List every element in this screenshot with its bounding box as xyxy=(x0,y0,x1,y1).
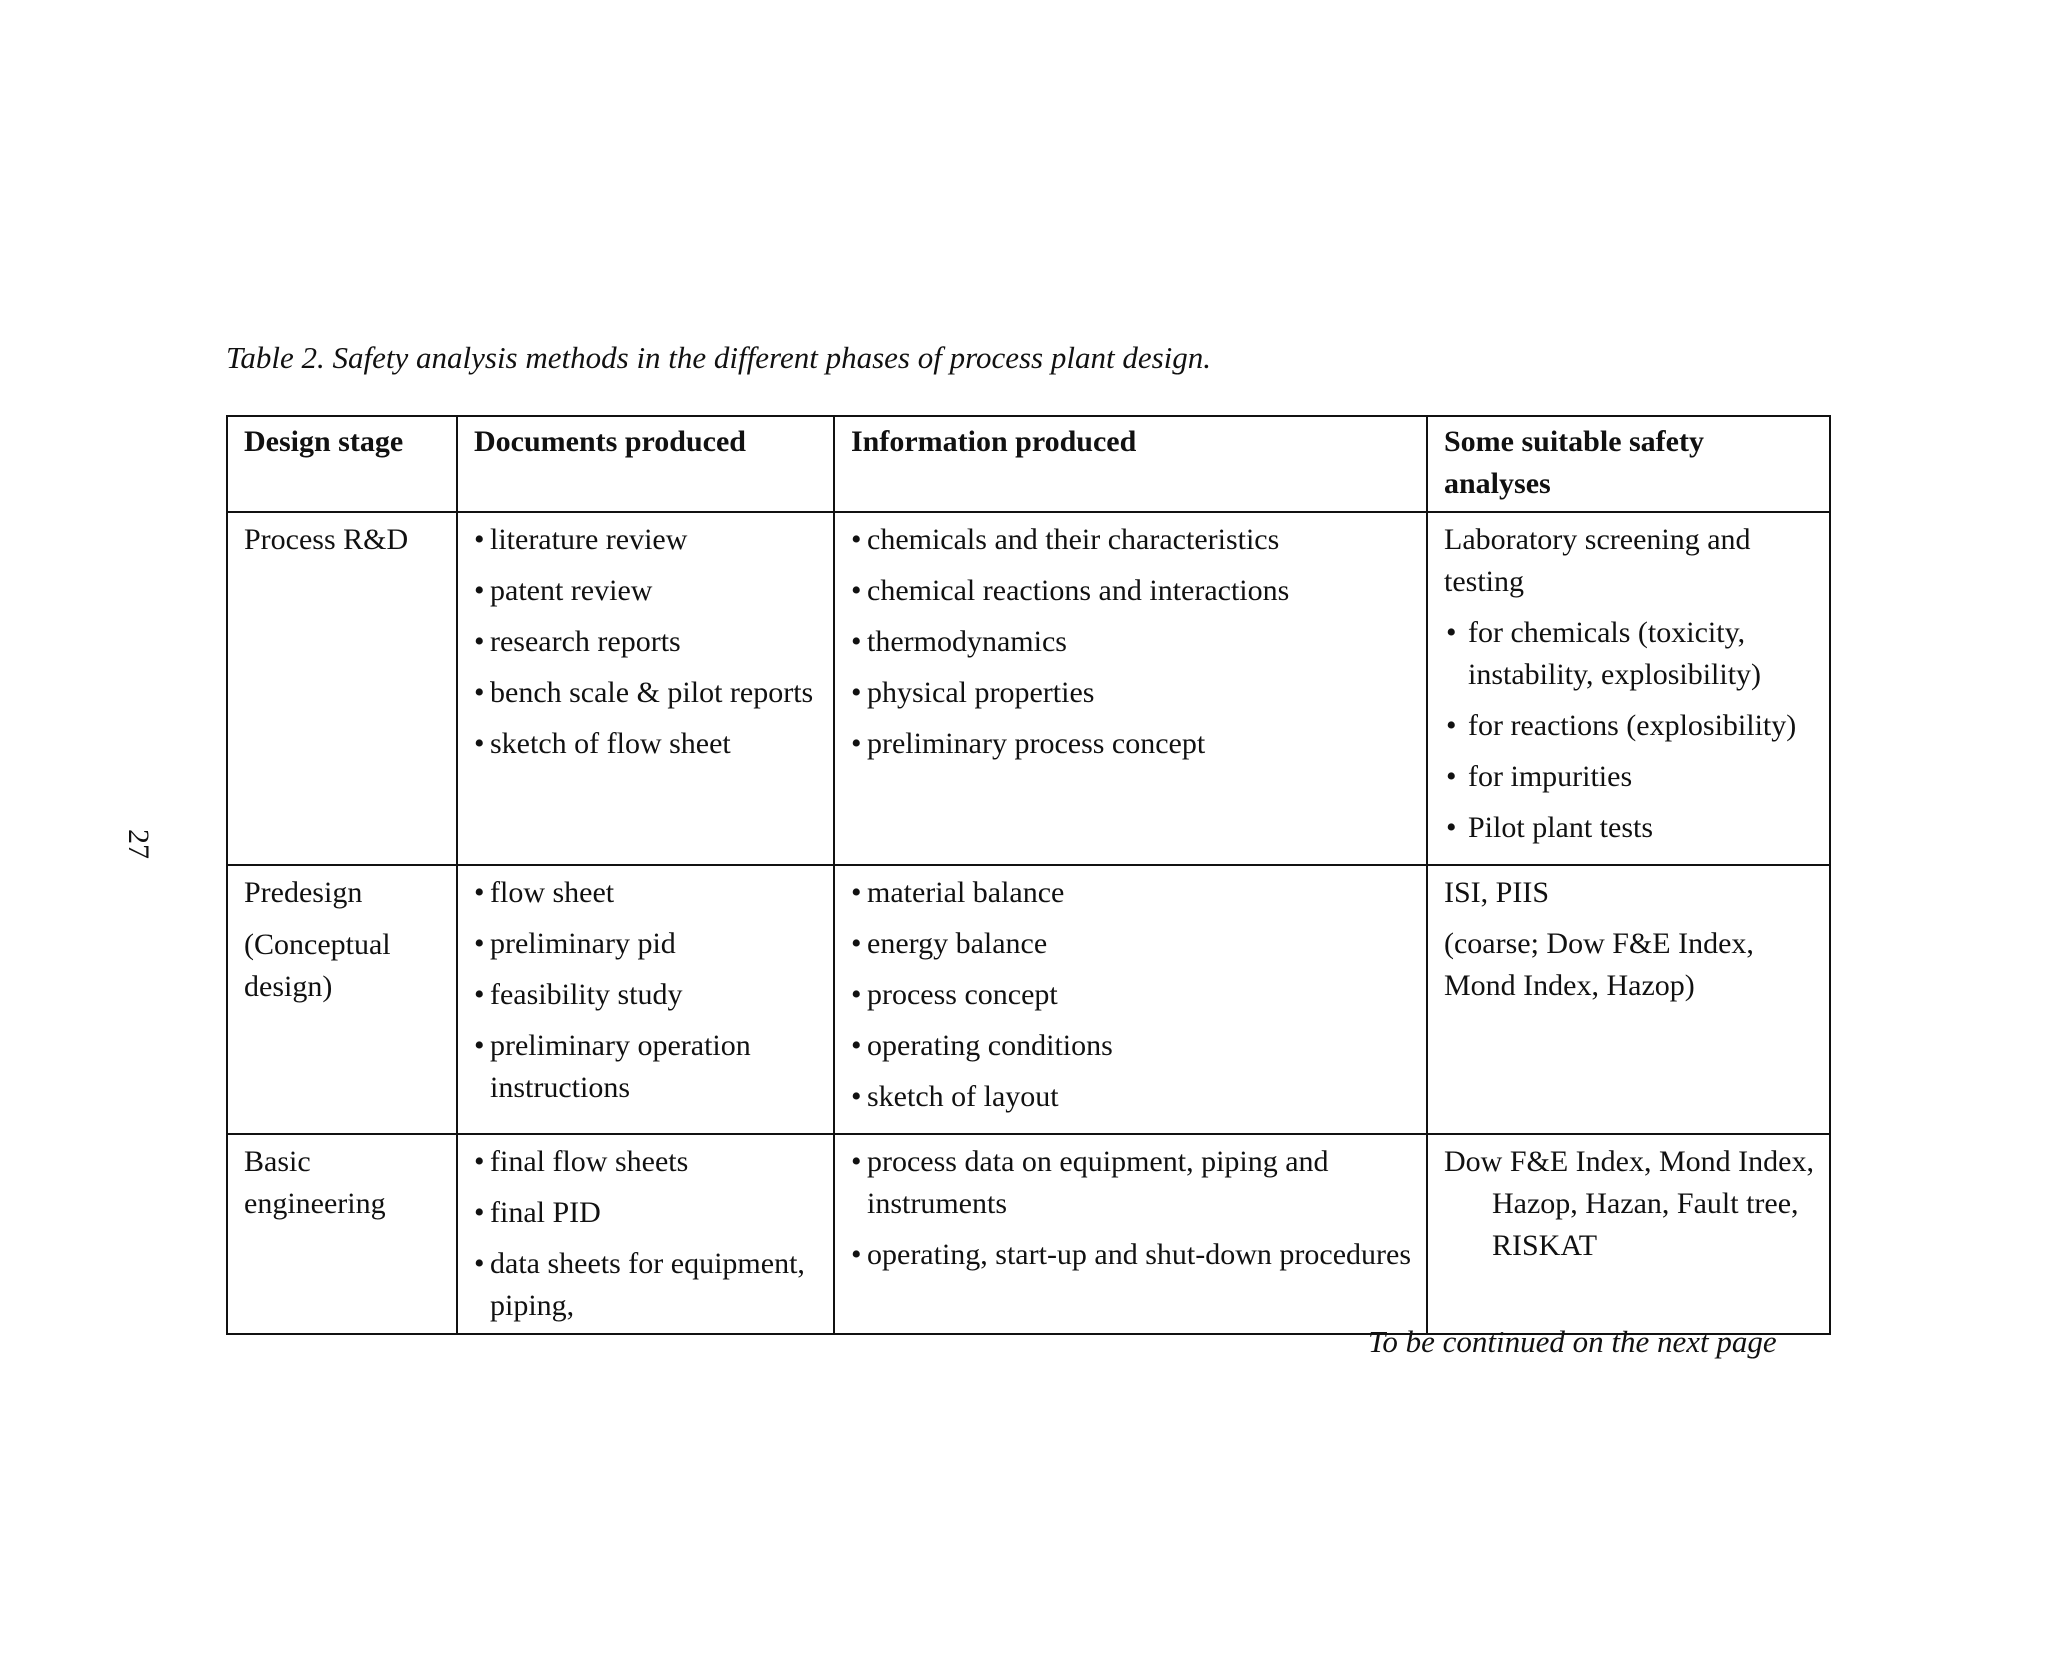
information-cell xyxy=(834,1134,1427,1334)
list-item: • chemicals and their characteristics xyxy=(851,519,1412,561)
list-item: • sketch of layout xyxy=(851,1076,1412,1118)
list-item: • bench scale & pilot reports xyxy=(474,672,819,714)
analyses-cell xyxy=(1427,512,1830,865)
design-stage-sublabel: (Conceptual design) xyxy=(244,928,391,1003)
analyses-intro: Laboratory screening and testing xyxy=(1444,523,1751,598)
list-item: • energy balance xyxy=(851,923,1412,965)
analyses-list xyxy=(1444,612,1815,849)
information-list xyxy=(851,519,1412,765)
list-item: • feasibility study xyxy=(474,974,819,1016)
list-item: • for reactions (explosibility) xyxy=(1444,705,1815,747)
documents-cell xyxy=(457,865,834,1134)
information-cell xyxy=(834,512,1427,865)
list-item: • operating conditions xyxy=(851,1025,1412,1067)
header-documents-produced: Documents produced xyxy=(457,416,834,512)
documents-list xyxy=(474,872,819,1109)
header-information-produced: Information produced xyxy=(834,416,1427,512)
list-item: • flow sheet xyxy=(474,872,819,914)
page-number: 27 xyxy=(122,829,155,859)
table-row xyxy=(227,512,1830,865)
list-item: • process concept xyxy=(851,974,1412,1016)
continued-note: To be continued on the next page xyxy=(1368,1324,1777,1359)
list-item: • sketch of flow sheet xyxy=(474,723,819,765)
header-design-stage: Design stage xyxy=(227,416,457,512)
design-stage-label: Process R&D xyxy=(244,523,409,556)
list-item: • for chemicals (toxicity, instability, explosibility) xyxy=(1444,612,1815,696)
list-item: • chemical reactions and interactions xyxy=(851,570,1412,612)
list-item: • final flow sheets xyxy=(474,1141,819,1183)
analyses-line: (coarse; Dow F&E Index, Mond Index, Hazop) xyxy=(1444,927,1754,1002)
list-item: • final PID xyxy=(474,1192,819,1234)
list-item: • thermodynamics xyxy=(851,621,1412,663)
safety-analysis-table xyxy=(226,415,1831,1335)
documents-list xyxy=(474,519,819,765)
list-item: • for impurities xyxy=(1444,756,1815,798)
documents-list xyxy=(474,1141,819,1327)
design-stage-cell xyxy=(227,865,457,1134)
analyses-text: Dow F&E Index, Mond Index, Hazop, Hazan, Fault tree, RISKAT xyxy=(1444,1145,1814,1262)
information-cell xyxy=(834,865,1427,1134)
design-stage-label: Predesign xyxy=(244,876,363,909)
list-item: • preliminary operation instructions xyxy=(474,1025,819,1109)
design-stage-cell xyxy=(227,1134,457,1334)
list-item: • preliminary pid xyxy=(474,923,819,965)
list-item: • preliminary process concept xyxy=(851,723,1412,765)
information-list xyxy=(851,872,1412,1118)
analyses-line: ISI, PIIS xyxy=(1444,876,1550,909)
table-row xyxy=(227,1134,1830,1334)
list-item: • patent review xyxy=(474,570,819,612)
header-safety-analyses: Some suitable safety analyses xyxy=(1427,416,1830,512)
table-header-row xyxy=(227,416,1830,512)
list-item: • material balance xyxy=(851,872,1412,914)
design-stage-cell xyxy=(227,512,457,865)
list-item: • physical properties xyxy=(851,672,1412,714)
information-list xyxy=(851,1141,1412,1276)
table-row xyxy=(227,865,1830,1134)
list-item: • literature review xyxy=(474,519,819,561)
table-caption: Table 2. Safety analysis methods in the different phases of process plant design. xyxy=(226,340,1212,375)
documents-cell xyxy=(457,512,834,865)
analyses-cell xyxy=(1427,1134,1830,1334)
design-stage-label: Basic engineering xyxy=(244,1145,386,1220)
list-item: • data sheets for equipment, piping, xyxy=(474,1243,819,1327)
documents-cell xyxy=(457,1134,834,1334)
analyses-cell xyxy=(1427,865,1830,1134)
list-item: • operating, start-up and shut-down procedures xyxy=(851,1234,1412,1276)
list-item: • Pilot plant tests xyxy=(1444,807,1815,849)
list-item: • process data on equipment, piping and instruments xyxy=(851,1141,1412,1225)
list-item: • research reports xyxy=(474,621,819,663)
